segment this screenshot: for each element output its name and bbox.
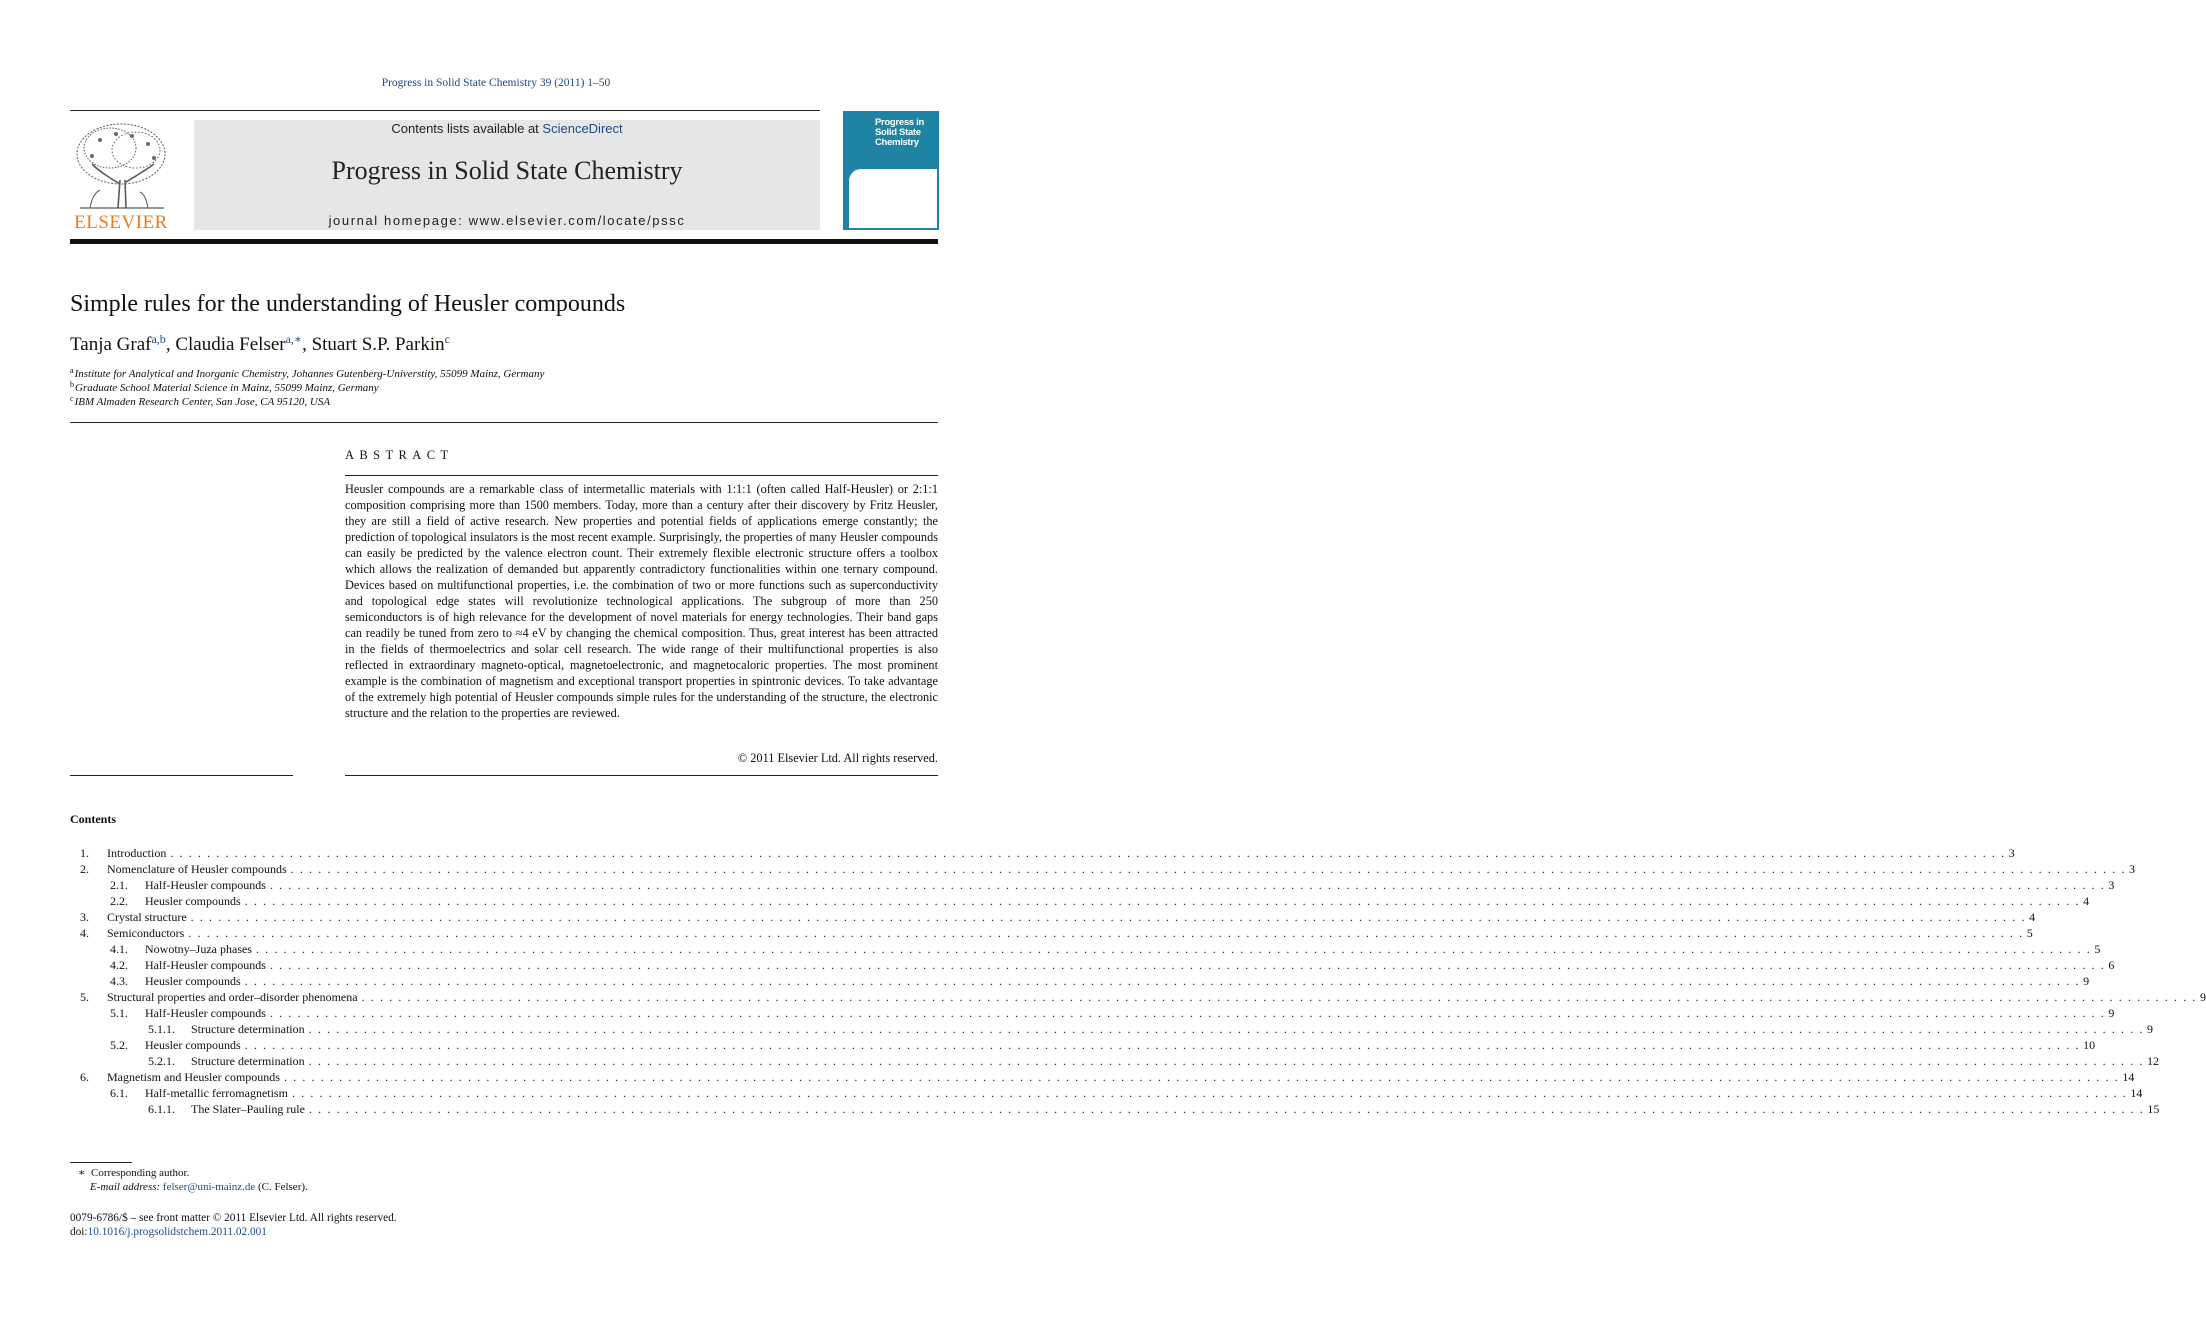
doi-line	[70, 1226, 267, 1238]
toc-row[interactable]	[80, 1022, 2154, 1038]
toc-number: 5.1.1.	[148, 1022, 175, 1036]
toc-page-number[interactable]: 5	[2026, 926, 2033, 940]
toc-page-number[interactable]: 9	[2083, 974, 2090, 988]
toc-title[interactable]: Heusler compounds	[145, 974, 241, 988]
journal-reference[interactable]: Progress in Solid State Chemistry 39 (2011) 1–50	[381, 77, 611, 89]
toc-leader-dots: . . . . . . . . . . . . . . . . . . . . . . . . . . . . . . . . . . . . . . . . . . . . . . . . . . . . . . . . . . . . . . . . . . . . . . . . . . . . . . . . . . . . . . . . . . . . . . . . . . . . . . . . . . . . . . . . . . . . . . . . . . . . . . . . . . . . . . . . . . . . . . . . . . . . . . . . . . . . . . . . . . . . . . . . . . . . . . . . . . . . . . . . . . . . . . . . . . . . . . . .	[269, 1006, 2106, 1020]
top-rule	[70, 110, 820, 111]
abstract-heading: ABSTRACT	[345, 448, 454, 462]
author-name[interactable]: Tanja Graf	[70, 334, 152, 355]
toc-number: 4.2.	[110, 958, 128, 972]
author-list	[70, 332, 450, 356]
toc-leader-dots: . . . . . . . . . . . . . . . . . . . . . . . . . . . . . . . . . . . . . . . . . . . . . . . . . . . . . . . . . . . . . . . . . . . . . . . . . . . . . . . . . . . . . . . . . . . . . . . . . . . . . . . . . . . . . . . . . . . . . . . . . . . . . . . . . . . . . . . . . . . . . . . . . . . . . . . . . . . . . . . . . . . . . . . . . . . . . . . . . . . . . . . . . . . . . . . . . . . . . . . .	[283, 1070, 2120, 1084]
toc-row[interactable]	[80, 1054, 2160, 1070]
toc-leader-dots: . . . . . . . . . . . . . . . . . . . . . . . . . . . . . . . . . . . . . . . . . . . . . . . . . . . . . . . . . . . . . . . . . . . . . . . . . . . . . . . . . . . . . . . . . . . . . . . . . . . . . . . . . . . . . . . . . . . . . . . . . . . . . . . . . . . . . . . . . . . . . . . . . . . . . . . . . . . . . . . . . . . . . . . . . . . . . . . . . . . . . . . . . . . . . . . . . . . . . . . .	[244, 1038, 2081, 1052]
author-name[interactable]: Stuart S.P. Parkin	[311, 334, 445, 355]
homepage-label: journal homepage:	[328, 213, 464, 228]
toc-page-number[interactable]: 4	[2029, 910, 2036, 924]
toc-number: 4.3.	[110, 974, 128, 988]
journal-cover-thumbnail	[843, 111, 939, 230]
sciencedirect-link[interactable]: ScienceDirect	[542, 121, 623, 136]
affiliation-b	[70, 380, 379, 394]
toc-leader-dots: . . . . . . . . . . . . . . . . . . . . . . . . . . . . . . . . . . . . . . . . . . . . . . . . . . . . . . . . . . . . . . . . . . . . . . . . . . . . . . . . . . . . . . . . . . . . . . . . . . . . . . . . . . . . . . . . . . . . . . . . . . . . . . . . . . . . . . . . . . . . . . . . . . . . . . . . . . . . . . . . . . . . . . . . . . . . . . . . . . . . . . . . . . . . . . . . . . . . . . . .	[290, 862, 2127, 876]
toc-title[interactable]: Nomenclature of Heusler compounds	[107, 862, 287, 876]
affiliation-text: Institute for Analytical and Inorganic Chemistry, Johannes Gutenberg-Universtity, 55099 Mainz, Germany	[74, 368, 545, 380]
toc-page-number[interactable]: 3	[2008, 846, 2015, 860]
toc-row[interactable]	[80, 1006, 2115, 1022]
toc-page-number[interactable]: 14	[2130, 1086, 2143, 1100]
toc-row[interactable]	[80, 910, 2036, 926]
contents-available-prefix: Contents lists available at	[391, 121, 539, 136]
toc-row[interactable]	[80, 846, 2015, 862]
toc-number: 4.1.	[110, 942, 128, 956]
doi-link[interactable]: 10.1016/j.progsolidstchem.2011.02.001	[87, 1226, 267, 1238]
corresponding-author-note	[78, 1166, 189, 1179]
toc-number: 1.	[80, 846, 89, 860]
toc-number: 6.1.	[110, 1086, 128, 1100]
toc-page-number[interactable]: 5	[2094, 942, 2101, 956]
toc-title[interactable]: Heusler compounds	[145, 1038, 241, 1052]
author-name[interactable]: Claudia Felser	[175, 334, 286, 355]
affiliation-mark: b	[70, 380, 74, 389]
toc-leader-dots: . . . . . . . . . . . . . . . . . . . . . . . . . . . . . . . . . . . . . . . . . . . . . . . . . . . . . . . . . . . . . . . . . . . . . . . . . . . . . . . . . . . . . . . . . . . . . . . . . . . . . . . . . . . . . . . . . . . . . . . . . . . . . . . . . . . . . . . . . . . . . . . . . . . . . . . . . . . . . . . . . . . . . . . . . . . . . . . . . . . . . . . . . . . . . . . . . . . . . . . .	[255, 942, 2092, 956]
toc-number: 2.	[80, 862, 89, 876]
toc-leader-dots: . . . . . . . . . . . . . . . . . . . . . . . . . . . . . . . . . . . . . . . . . . . . . . . . . . . . . . . . . . . . . . . . . . . . . . . . . . . . . . . . . . . . . . . . . . . . . . . . . . . . . . . . . . . . . . . . . . . . . . . . . . . . . . . . . . . . . . . . . . . . . . . . . . . . . . . . . . . . . . . . . . . . . . . . . . . . . . . . . . . . . . . . . . . . . . . . . . . . . . . .	[188, 926, 2024, 940]
toc-leader-dots: . . . . . . . . . . . . . . . . . . . . . . . . . . . . . . . . . . . . . . . . . . . . . . . . . . . . . . . . . . . . . . . . . . . . . . . . . . . . . . . . . . . . . . . . . . . . . . . . . . . . . . . . . . . . . . . . . . . . . . . . . . . . . . . . . . . . . . . . . . . . . . . . . . . . . . . . . . . . . . . . . . . . . . . . . . . . . . . . . . . . . . . . . . . . . . . . . . . . . . . .	[291, 1086, 2128, 1100]
toc-page-number[interactable]: 4	[2083, 894, 2090, 908]
abstract-rule	[345, 475, 938, 476]
cover-title: Progress in Solid State Chemistry	[875, 117, 924, 148]
toc-title[interactable]: Structural properties and order–disorder phenomena	[107, 990, 358, 1004]
toc-page-number[interactable]: 14	[2122, 1070, 2135, 1084]
toc-title[interactable]: Crystal structure	[107, 910, 187, 924]
affiliation-text: IBM Almaden Research Center, San Jose, CA 95120, USA	[74, 396, 331, 408]
toc-number: 2.1.	[110, 878, 128, 892]
toc-row[interactable]	[80, 894, 2090, 910]
toc-row[interactable]	[80, 926, 2033, 942]
toc-title[interactable]: The Slater–Pauling rule	[191, 1102, 305, 1116]
toc-title[interactable]: Nowotny–Juza phases	[145, 942, 252, 956]
toc-title[interactable]: Introduction	[107, 846, 167, 860]
toc-leader-dots: . . . . . . . . . . . . . . . . . . . . . . . . . . . . . . . . . . . . . . . . . . . . . . . . . . . . . . . . . . . . . . . . . . . . . . . . . . . . . . . . . . . . . . . . . . . . . . . . . . . . . . . . . . . . . . . . . . . . . . . . . . . . . . . . . . . . . . . . . . . . . . . . . . . . . . . . . . . . . . . . . . . . . . . . . . . . . . . . . . . . . . . . . . . . . . . . . . . . . . . .	[244, 894, 2081, 908]
toc-row[interactable]	[80, 862, 2136, 878]
toc-page-number[interactable]: 12	[2147, 1054, 2160, 1068]
toc-title[interactable]: Structure determination	[191, 1022, 305, 1036]
email-note	[90, 1181, 308, 1193]
issn-line: 0079-6786/$ – see front matter © 2011 Elsevier Ltd. All rights reserved.	[70, 1212, 397, 1224]
toc-row[interactable]	[80, 1070, 2135, 1086]
toc-title[interactable]: Magnetism and Heusler compounds	[107, 1070, 280, 1084]
homepage-url[interactable]: www.elsevier.com/locate/pssc	[468, 213, 686, 228]
toc-leader-dots: . . . . . . . . . . . . . . . . . . . . . . . . . . . . . . . . . . . . . . . . . . . . . . . . . . . . . . . . . . . . . . . . . . . . . . . . . . . . . . . . . . . . . . . . . . . . . . . . . . . . . . . . . . . . . . . . . . . . . . . . . . . . . . . . . . . . . . . . . . . . . . . . . . . . . . . . . . . . . . . . . . . . . . . . . . . . . . . . . . . . . . . . . . . . . . . . . . . . . . . .	[308, 1102, 2145, 1116]
cover-panel	[849, 169, 937, 228]
affiliation-c	[70, 394, 330, 408]
article-title: Simple rules for the understanding of Heusler compounds	[70, 291, 626, 317]
toc-page-number[interactable]: 9	[2147, 1022, 2154, 1036]
author-affil-mark[interactable]: a,b	[151, 332, 166, 346]
toc-leader-dots: . . . . . . . . . . . . . . . . . . . . . . . . . . . . . . . . . . . . . . . . . . . . . . . . . . . . . . . . . . . . . . . . . . . . . . . . . . . . . . . . . . . . . . . . . . . . . . . . . . . . . . . . . . . . . . . . . . . . . . . . . . . . . . . . . . . . . . . . . . . . . . . . . . . . . . . . . . . . . . . . . . . . . . . . . . . . . . . . . . . . . . . . . . . . . . . . . . . . . . . .	[190, 910, 2027, 924]
toc-row[interactable]	[80, 942, 2101, 958]
email-link[interactable]: felser@uni-mainz.de	[162, 1181, 256, 1193]
toc-row[interactable]	[80, 990, 2206, 1006]
author-affil-mark[interactable]: a,∗	[285, 332, 303, 346]
toc-row[interactable]	[80, 1038, 2096, 1054]
toc-title[interactable]: Half-metallic ferromagnetism	[145, 1086, 288, 1100]
toc-leader-dots: . . . . . . . . . . . . . . . . . . . . . . . . . . . . . . . . . . . . . . . . . . . . . . . . . . . . . . . . . . . . . . . . . . . . . . . . . . . . . . . . . . . . . . . . . . . . . . . . . . . . . . . . . . . . . . . . . . . . . . . . . . . . . . . . . . . . . . . . . . . . . . . . . . . . . . . . . . . . . . . . . . . . . . . . . . . . . . . . . . . . . . . . . . . . . . . . . . . . . . . .	[308, 1054, 2145, 1068]
email-label: E-mail address:	[90, 1181, 161, 1193]
toc-leader-dots: . . . . . . . . . . . . . . . . . . . . . . . . . . . . . . . . . . . . . . . . . . . . . . . . . . . . . . . . . . . . . . . . . . . . . . . . . . . . . . . . . . . . . . . . . . . . . . . . . . . . . . . . . . . . . . . . . . . . . . . . . . . . . . . . . . . . . . . . . . . . . . . . . . . . . . . . . . . . . . . . . . . . . . . . . . . . . . . . . . . . . . . . . . . . . . . . . . . . . . . .	[308, 1022, 2145, 1036]
toc-number: 5.	[80, 990, 89, 1004]
section-rule	[70, 422, 938, 423]
toc-title[interactable]: Heusler compounds	[145, 894, 241, 908]
doi-label: doi:	[70, 1226, 88, 1238]
author-affil-mark[interactable]: c	[444, 332, 450, 346]
toc-page-number[interactable]: 3	[2129, 862, 2136, 876]
toc-number: 5.2.1.	[148, 1054, 175, 1068]
toc-page-number[interactable]: 6	[2108, 958, 2115, 972]
contents-available-line	[194, 121, 820, 136]
affiliation-mark: a	[70, 366, 74, 375]
toc-row[interactable]	[80, 1086, 2143, 1102]
affiliation-text: Graduate School Material Science in Mainz, 55099 Mainz, Germany	[75, 382, 379, 394]
author-separator: ,	[165, 334, 176, 355]
contents-heading: Contents	[70, 812, 117, 826]
toc-title[interactable]: Semiconductors	[107, 926, 185, 940]
toc-page-number[interactable]: 9	[2200, 990, 2206, 1004]
toc-page-number[interactable]: 15	[2147, 1102, 2160, 1116]
footnote-text: Corresponding author.	[90, 1167, 190, 1179]
toc-row[interactable]	[80, 878, 2115, 894]
toc-number: 2.2.	[110, 894, 128, 908]
journal-homepage	[194, 213, 820, 228]
toc-title[interactable]: Half-Heusler compounds	[145, 1006, 266, 1020]
toc-title[interactable]: Half-Heusler compounds	[145, 958, 266, 972]
toc-row[interactable]	[80, 1102, 2160, 1118]
left-rule	[70, 775, 293, 776]
toc-leader-dots: . . . . . . . . . . . . . . . . . . . . . . . . . . . . . . . . . . . . . . . . . . . . . . . . . . . . . . . . . . . . . . . . . . . . . . . . . . . . . . . . . . . . . . . . . . . . . . . . . . . . . . . . . . . . . . . . . . . . . . . . . . . . . . . . . . . . . . . . . . . . . . . . . . . . . . . . . . . . . . . . . . . . . . . . . . . . . . . . . . . . . . . . . . . . . . . . . . . . . . . .	[244, 974, 2081, 988]
toc-title[interactable]: Structure determination	[191, 1054, 305, 1068]
author-separator: ,	[302, 334, 312, 355]
toc-number: 5.1.	[110, 1006, 128, 1020]
toc-number: 6.	[80, 1070, 89, 1084]
toc-leader-dots: . . . . . . . . . . . . . . . . . . . . . . . . . . . . . . . . . . . . . . . . . . . . . . . . . . . . . . . . . . . . . . . . . . . . . . . . . . . . . . . . . . . . . . . . . . . . . . . . . . . . . . . . . . . . . . . . . . . . . . . . . . . . . . . . . . . . . . . . . . . . . . . . . . . . . . . . . . . . . . . . . . . . . . . . . . . . . . . . . . . . . . . . . . . . . . . . . . . . . . . .	[170, 846, 2006, 860]
toc-leader-dots: . . . . . . . . . . . . . . . . . . . . . . . . . . . . . . . . . . . . . . . . . . . . . . . . . . . . . . . . . . . . . . . . . . . . . . . . . . . . . . . . . . . . . . . . . . . . . . . . . . . . . . . . . . . . . . . . . . . . . . . . . . . . . . . . . . . . . . . . . . . . . . . . . . . . . . . . . . . . . . . . . . . . . . . . . . . . . . . . . . . . . . . . . . . . . . . . . . . . . . . .	[361, 990, 2197, 1004]
affiliation-a	[70, 366, 544, 380]
copyright-notice: © 2011 Elsevier Ltd. All rights reserved.	[737, 751, 938, 765]
toc-row[interactable]	[80, 958, 2115, 974]
header-thick-rule	[70, 239, 938, 244]
toc-leader-dots: . . . . . . . . . . . . . . . . . . . . . . . . . . . . . . . . . . . . . . . . . . . . . . . . . . . . . . . . . . . . . . . . . . . . . . . . . . . . . . . . . . . . . . . . . . . . . . . . . . . . . . . . . . . . . . . . . . . . . . . . . . . . . . . . . . . . . . . . . . . . . . . . . . . . . . . . . . . . . . . . . . . . . . . . . . . . . . . . . . . . . . . . . . . . . . . . . . . . . . . .	[269, 878, 2106, 892]
toc-number: 3.	[80, 910, 89, 924]
toc-page-number[interactable]: 9	[2108, 1006, 2115, 1020]
footnote-mark: ∗	[78, 1167, 86, 1179]
affiliation-mark: c	[70, 394, 74, 403]
right-rule	[345, 775, 938, 776]
toc-title[interactable]: Half-Heusler compounds	[145, 878, 266, 892]
toc-number: 4.	[80, 926, 89, 940]
elsevier-wordmark: ELSEVIER	[74, 212, 168, 233]
toc-number: 5.2.	[110, 1038, 128, 1052]
toc-number: 6.1.1.	[148, 1102, 175, 1116]
toc-page-number[interactable]: 3	[2108, 878, 2115, 892]
footnote-rule	[70, 1162, 132, 1163]
abstract-body: Heusler compounds are a remarkable class of intermetallic materials with 1:1:1 (often called Half-Heusler) or 2:1:1 composition comprising more than 1500 members. Today, more than a century after their discovery by Fritz Heusler, they are still a field of active research. New properties and potential fields of applications emerge constantly; the prediction of topological insulators is the most recent example. Surprisingly, the properties of many Heusler compounds can easily be predicted by the valence electron count. Their extremely flexible electronic structure offers a toolbox which allows the realization of demanded but apparently contradictory functionalities within one ternary compound. Devices based on multifunctional properties, i.e. the combination of two or more functions such as superconductivity and topological edge states will revolutionize technological applications. The subgroup of more than 250 semiconductors is of high relevance for the development of novel materials for energy technologies. Their band gaps can readily be tuned from zero to ≈4 eV by changing the chemical composition. Thus, great interest has been attracted in the fields of thermoelectrics and solar cell research. The wide range of their multifunctional properties is also reflected in extraordinary magneto-optical, magnetoelectronic, and magnetocaloric properties. The most prominent example is the combination of magnetism and exceptional transport properties in spintronic devices. To take advantage of the extremely high potential of Heusler compounds simple rules for the understanding of the structure, the electronic structure and the relation to the properties are reviewed.	[345, 482, 938, 720]
toc-page-number[interactable]: 10	[2083, 1038, 2096, 1052]
toc-leader-dots: . . . . . . . . . . . . . . . . . . . . . . . . . . . . . . . . . . . . . . . . . . . . . . . . . . . . . . . . . . . . . . . . . . . . . . . . . . . . . . . . . . . . . . . . . . . . . . . . . . . . . . . . . . . . . . . . . . . . . . . . . . . . . . . . . . . . . . . . . . . . . . . . . . . . . . . . . . . . . . . . . . . . . . . . . . . . . . . . . . . . . . . . . . . . . . . . . . . . . . . .	[269, 958, 2106, 972]
toc-row[interactable]	[80, 974, 2090, 990]
journal-title: Progress in Solid State Chemistry	[331, 156, 683, 185]
email-owner: (C. Felser).	[257, 1181, 308, 1193]
